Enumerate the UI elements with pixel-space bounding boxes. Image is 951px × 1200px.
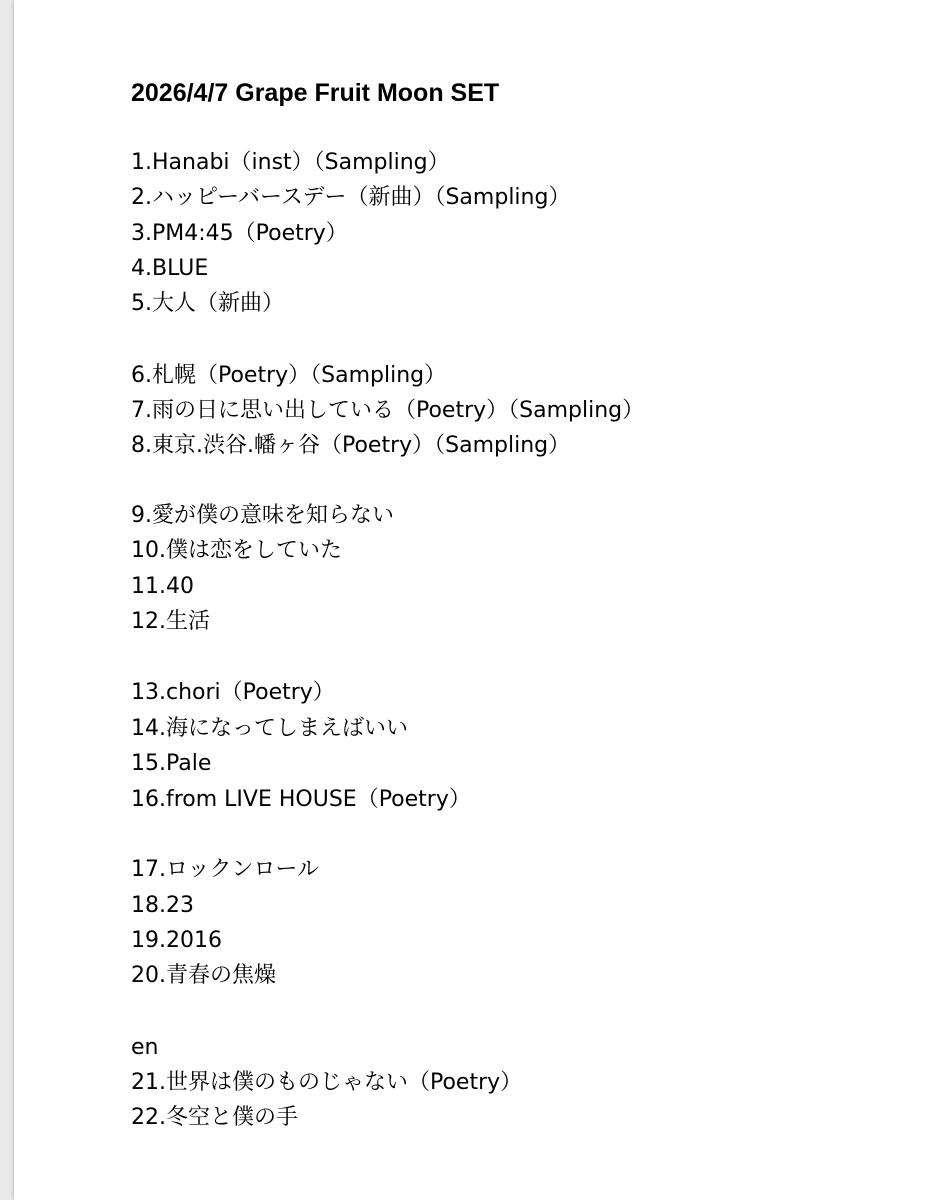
setlist-item-20: 20.青春の焦燥 <box>131 963 276 988</box>
setlist-item-17: 17.ロックンロール <box>131 857 320 882</box>
setlist-item-22: 22.冬空と僕の手 <box>131 1105 298 1130</box>
setlist-item-7: 7.雨の日に思い出している（Poetry）（Sampling） <box>131 398 645 423</box>
setlist-item-2: 2.ハッピーバースデー（新曲）（Sampling） <box>131 185 571 210</box>
setlist-item-3: 3.PM4:45（Poetry） <box>131 221 348 246</box>
setlist-title: 2026/4/7 Grape Fruit Moon SET <box>131 79 500 107</box>
setlist-item-16: 16.from LIVE HOUSE（Poetry） <box>131 787 471 812</box>
encore-label: en <box>131 1035 159 1060</box>
setlist-item-9: 9.愛が僕の意味を知らない <box>131 503 394 528</box>
setlist-item-15: 15.Pale <box>131 751 212 776</box>
setlist-item-8: 8.東京.渋谷.幡ヶ谷（Poetry）（Sampling） <box>131 433 571 458</box>
setlist-item-14: 14.海になってしまえばいい <box>131 716 408 741</box>
setlist-item-6: 6.札幌（Poetry）（Sampling） <box>131 363 447 388</box>
document-page <box>14 0 951 1200</box>
setlist-item-5: 5.大人（新曲） <box>131 291 284 316</box>
setlist-item-4: 4.BLUE <box>131 256 209 281</box>
setlist-item-21: 21.世界は僕のものじゃない（Poetry） <box>131 1070 523 1095</box>
setlist-item-19: 19.2016 <box>131 928 222 953</box>
setlist-item-13: 13.chori（Poetry） <box>131 680 335 705</box>
setlist-item-11: 11.40 <box>131 574 194 599</box>
setlist-item-18: 18.23 <box>131 893 194 918</box>
setlist-item-1: 1.Hanabi（inst）（Sampling） <box>131 150 450 175</box>
setlist-item-12: 12.生活 <box>131 609 210 634</box>
setlist-item-10: 10.僕は恋をしていた <box>131 538 342 563</box>
